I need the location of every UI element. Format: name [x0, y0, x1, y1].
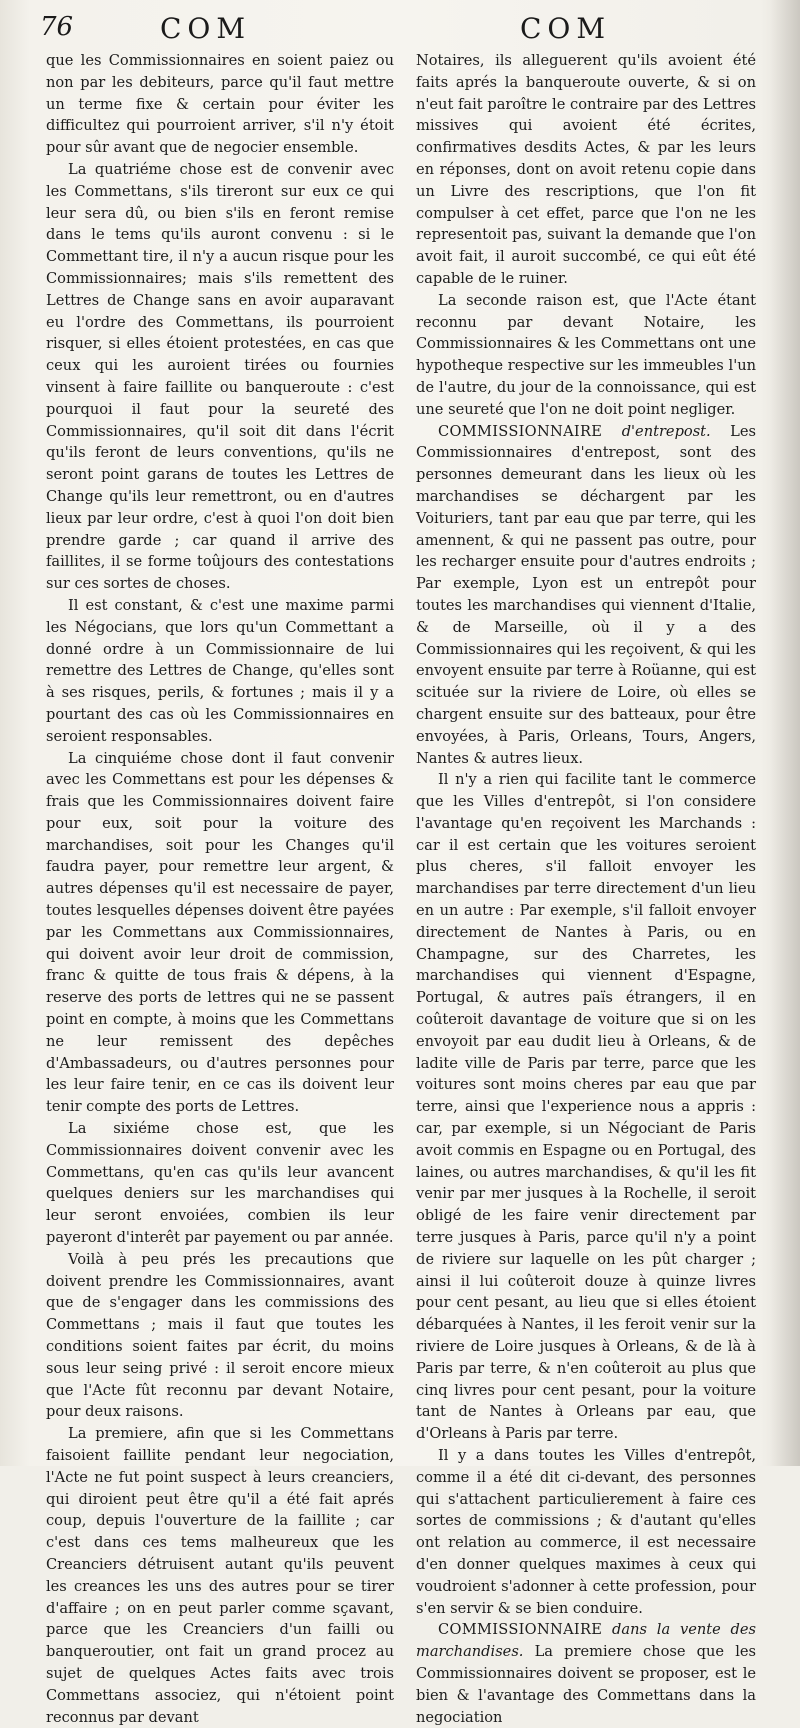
entry-headword: COMMISSIONNAIRE — [438, 1621, 603, 1639]
paragraph: Notaires, ils alleguerent qu'ils avoient été faits aprés la banqueroute ouverte, & si on n'eut fait paroître le contraire par des Lettres missives qui avoient été écrites, confirmatives desdits Actes, & par les leurs en réponses, dont on avoit retenu copie dans un Livre des rescriptions, que l'on fit compulser à cet effet, parce que l'on ne les representoit pas, suivant la demande que l'on avoit fait, il auroit succombé, ce qui eût été capable de le ruiner. — [416, 52, 756, 287]
paragraph: La premiere, afin que si les Commettans faisoient faillite pendant leur negociation, l'Acte ne fut point suspect à leurs creanciers, qui diroient peut être qu'il a été fait aprés coup, depuis l'ouverture de la faillite ; car c'est dans ces tems malheureux que les Creanciers détruisent autant qu'ils peuvent les creances les uns des autres pour se tirer d'affaire ; on en peut parler comme sçavant, parce que les Creanciers d'un failli ou banqueroutier, ont fait un grand procez au sujet de quelques Actes faits avec trois Commettans associez, qui n'étoient point reconnus par devant — [46, 1425, 394, 1726]
paragraph: Il y a dans toutes les Villes d'entrepôt, comme il a été dit ci-devant, des personnes qui s'attachent particulierement à faire ces sortes de commissions ; & d'autant qu'elles ont relation au commerce, il est necessaire d'en donner quelques maximes à ceux qui voudroient s'adonner à cette profession, pour s'en servir & se bien conduire. — [416, 1447, 756, 1617]
running-head-left: COM — [160, 12, 252, 45]
page-edge-shadow — [770, 0, 800, 1466]
entry-text: Les Commissionnaires d'entrepost, sont des personnes demeurant dans les lieux où les marchandises se déchargent par les Voituriers, tant par eau que par terre, qui les amennent, & qui ne passent pas outre, pour les recharger ensuite pour d'autres endroits ; Par exemple, Lyon est un entrepôt pour toutes les marchandises qui viennent d'Italie, & de Marseille, où il y a des Commissionnaires qui les reçoivent, & qui les envoyent ensuite par terre à Roüanne, qui est scituée sur la riviere de Loire, où elles se chargent ensuite sur des batteaux, pour être envoyées, à Paris, Orleans, Tours, Angers, Nantes & autres lieux. — [416, 422, 756, 767]
page-number: 76 — [40, 12, 74, 42]
entry-subheading: dans la vente des marchandises. — [416, 1621, 757, 1661]
paragraph: Voilà à peu prés les precautions que doivent prendre les Commissionnaires, avant que de s'engager dans les commissions des Commettans ; mais il faut que toutes les conditions soient faites par écrit, du moins sous leur seing privé : il seroit encore mieux que l'Acte fût reconnu par devant Notaire, pour deux raisons. — [46, 1250, 394, 1421]
running-head-right: COM — [520, 12, 612, 45]
paragraph: La seconde raison est, que l'Acte étant reconnu par devant Notaire, les Commissionnaires & les Commettans ont une hypotheque respective sur les immeubles l'un de l'autre, du jour de la connoissance, qui est une seureté que l'on ne doit point negliger. — [416, 291, 756, 418]
entry-headword: COMMISSIONNAIRE — [438, 422, 603, 440]
dictionary-entry — [416, 1619, 756, 1728]
paragraph: La cinquiéme chose dont il faut convenir avec les Commettans est pour les dépenses & frais que les Commissionnaires doivent faire pour eux, soit pour la voiture des marchandises, soit pour les Changes qu'il faudra payer, pour remettre leur argent, & autres dépenses qu'il est necessaire de payer, toutes lesquelles dépenses doivent être payées par les Commettans aux Commissionnaires, qui doivent avoir leur droit de commission, franc & quitte de tous frais & dépens, à la reserve des ports de lettres qui ne se passent point en compte, à moins que les Commettans ne leur remissent des depêches d'Ambassadeurs, ou d'autres personnes pour les leur faire tenir, en ce cas ils doivent leur tenir compte des ports de Lettres. — [46, 749, 394, 1116]
paragraph: La sixiéme chose est, que les Commissionnaires doivent convenir avec les Commettans, qu'en cas qu'ils leur avancent quelques deniers sur les marchandises qui leur seront envoiées, combien ils leur payeront d'interêt par payement ou par année. — [46, 1120, 394, 1247]
left-column — [46, 50, 394, 1726]
right-column — [416, 50, 757, 1726]
paragraph: Il est constant, & c'est une maxime parmi les Négocians, que lors qu'un Commettant a donné ordre à un Commissionnaire de lui remettre des Lettres de Change, qu'elles sont à ses risques, perils, & fortunes ; mais il y a pourtant des cas où les Commissionnaires en seroient responsables. — [46, 596, 394, 745]
paragraph: Il n'y a rien qui facilite tant le commerce que les Villes d'entrepôt, si l'on considere l'avantage qu'en reçoivent les Marchands : car il est certain que les voitures seroient plus cheres, s'il falloit envoyer les marchandises par terre directement d'un lieu en un autre : Par exemple, s'il falloit envoyer directement de Nantes à Paris, ou en Champagne, sur des Charretes, les marchandises qui viennent d'Espagne, Portugal, & autres païs étrangers, il en coûteroit davantage de voiture que si on les envoyoit par eau dudit lieu à Orleans, & de ladite ville de Paris par terre, parce que les voitures sont moins cheres par eau que par terre, ainsi que l'experience nous a appris : car, par exemple, si un Négociant de Paris avoit commis en Espagne ou en Portugal, des laines, ou autres marchandises, & qu'il les fit venir par mer jusques à la Rochelle, il seroit obligé de les faire venir directement par terre jusques à Paris, parce qu'il n'y a point de riviere sur laquelle on les pût charger ; ainsi il lui coûteroit douze à quinze livres pour cent pesant, au lieu que si elles étoient débarquées à Nantes, il les feroit venir sur la riviere de Loire jusques à Orleans, & de là à Paris par terre, & n'en coûteroit au plus que cinq livres pour cent pesant, pour la voiture tant de Nantes à Orleans par eau, que d'Orleans à Paris par terre. — [416, 771, 756, 1443]
paragraph: La quatriéme chose est de convenir avec les Commettans, s'ils tireront sur eux ce qui leur sera dû, ou bien s'ils en feront remise dans le tems qu'ils auront convenu : si le Commettant tire, il n'y a aucun risque pour les Commissionnaires; mais s'ils remettent des Lettres de Change sans en avoir auparavant eu l'ordre des Commettans, ils pourroient risquer, si elles étoient protestées, en cas que ceux qui les auroient tirées ou fournies vinsent à faire faillite ou banqueroute : c'est pourquoi il faut pour la seureté des Commissionnaires, qu'il soit dit dans l'écrit qu'ils feront de leurs conventions, qu'ils ne seront point garans de toutes les Lettres de Change qu'ils leur remettront, ou en d'autres lieux par leur ordre, c'est à quoi l'on doit bien prendre garde ; car quand il arrive des faillites, il se forme toûjours des contestations sur ces sortes de choses. — [46, 160, 394, 593]
entry-subheading: d'entrepost. — [621, 422, 711, 440]
paragraph: que les Commissionnaires en soient paiez ou non par les debiteurs, parce qu'il faut mettre un terme fixe & certain pour éviter les difficultez qui pourroient arriver, s'il n'y étoit pour sûr avant que de negocier ensemble. — [46, 52, 394, 157]
entry-text: La premiere chose que les Commissionnaires doivent se proposer, est le bien & l'avantage des Commettans dans la negociation — [416, 1643, 756, 1726]
dictionary-entry — [416, 421, 756, 770]
